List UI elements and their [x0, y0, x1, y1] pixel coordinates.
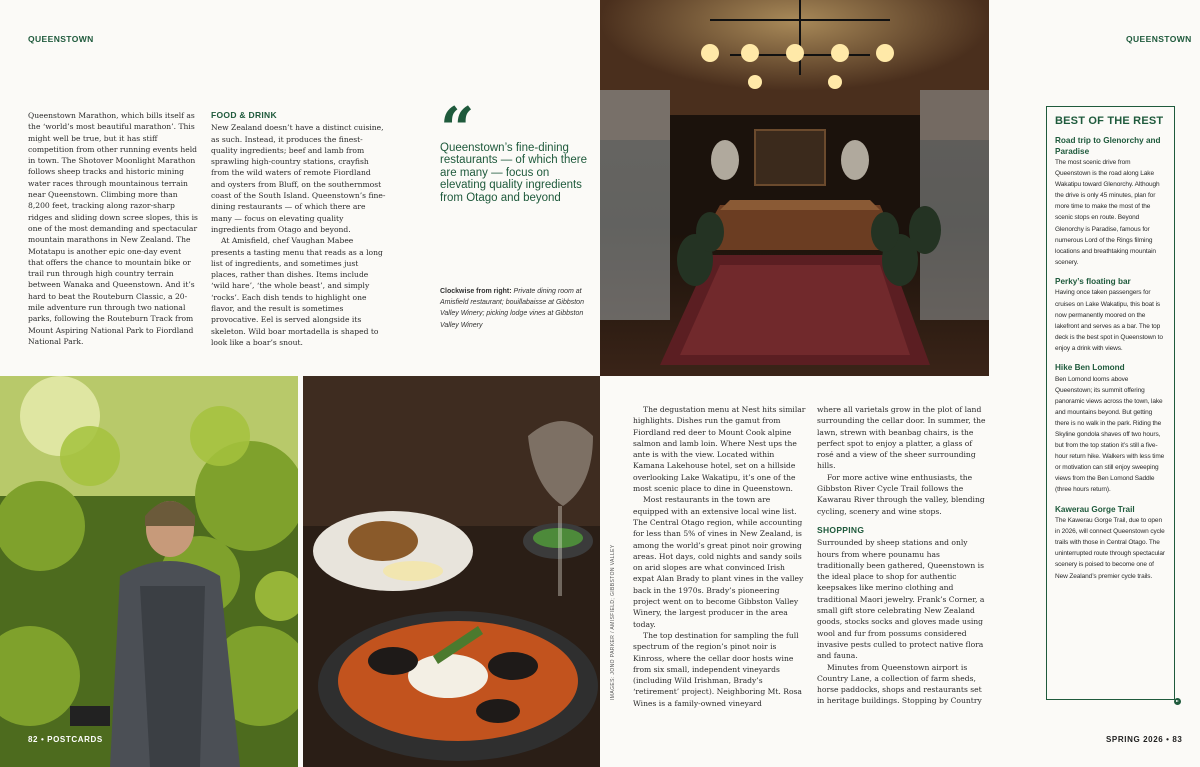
column-4-paragraph-3: Surrounded by sheep stations and only hours from where pounamu has traditionally been gathered, Queenstown is the ideal place to shop for authentic keepsakes like merino clothing and traditional Maori jewelry. Frank’s Corner, a small gift store celebrating New Zealand goods, stocks socks and gloves made using wool and fur from possums considered invasive pests culled to protect native flora and fauna.	[817, 538, 985, 661]
photo-caption	[440, 286, 588, 331]
column-3-paragraph-3: The top destination for sampling the full spectrum of the region’s pinot noir is Kinross, where the cellar door hosts wine from six small, independent vineyards (including Wild Irishman, Brady’s ‘retirement’ project). Neighboring Mt. Rosa Wines is a family-owned vineyard	[633, 630, 802, 708]
folio-left	[28, 735, 103, 744]
issue-label: SPRING 2026	[1106, 735, 1164, 744]
folio-separator: •	[1166, 735, 1170, 744]
sidebar-item	[1055, 277, 1166, 354]
page-number-left: 82	[28, 735, 39, 744]
sidebar-item-heading: Hike Ben Lomond	[1055, 363, 1125, 372]
sidebar-item	[1055, 505, 1166, 582]
photo-credit	[610, 544, 620, 700]
column-3-paragraph-1: The degustation menu at Nest hits similar highlights. Dishes run the gamut from Fiordland red deer to Mount Cook alpine salmon and lamb loin. Where Nest ups the ante is with the view. Located within Kamana Lakehouse hotel, set on a hillside overlooking Lake Wakatipu, it’s one of the most scenic place to dine in Queenstown.	[633, 405, 806, 494]
sidebar-item-text: The most scenic drive from Queenstown is the road along Lake Wakatipu toward Glenorchy. Although the drive is only 45 minutes, plan for more time to make the most of the scenic stops en route. Beyond Glenorchy is Paradise, famous for numerous Lord of the Rings filming locations and breathtaking mountain scenery.	[1055, 159, 1160, 266]
page-number-right: 83	[1172, 735, 1183, 744]
sidebar-item-text: Having once taken passengers for cruises on Lake Wakatipu, this boat is now permanently moored on the lakefront and serves as a bar. The top deck is the best spot in Queenstown to enjoy a drink with views.	[1055, 289, 1163, 352]
folio-separator: •	[40, 735, 45, 744]
section-tag-right: QUEENSTOWN	[1126, 34, 1192, 44]
vineyard-illustration	[0, 376, 298, 767]
sidebar-item-text: The Kawerau Gorge Trail, due to open in 2026, will connect Queenstown cycle trails with those in Central Otago. The uninterrupted route through spectacular scenery is poised to become one of New Zealand’s premier cycle trails.	[1055, 517, 1165, 580]
sidebar-title: BEST OF THE REST	[1055, 115, 1164, 127]
column-2	[211, 110, 386, 348]
best-of-the-rest-sidebar	[1046, 106, 1175, 700]
column-1-text: Queenstown Marathon, which bills itself as the ‘world’s most beautiful marathon’. This might well be true, but it has stiff competition from other running events held in town. The Shotover Moonlight Marathon follows sheep tracks and historic mining water races through mountainous terrain near Queenstown. Climbing more than 8,200 feet, tracking along razor-sharp ridges and sliding down scree slopes, this is one of the most demanding and spectacular mountain marathons in New Zealand. The Motatapu is another epic one-day event that offers the chance to mountain bike or trail run through high country terrain between Wanaka and Queenstown. And it’s hard to beat the Routeburn Classic, a 20-mile adventure run through two national parks, following the Routeburn Track from Mount Aspiring National Park to Fiordland National Park.	[28, 111, 198, 346]
sidebar-item-text: Ben Lomond looms above Queenstown; its summit offering panoramic views across the town, lake and mountains beyond. But getting there is no walk in the park. Riding the Skyline gondola shaves off two hours, but from the top station it’s still a five-hour return hike. Walkers with less time or motivation can still enjoy sweeping views from the Ben Lomond Saddle (three hours return).	[1055, 375, 1165, 494]
folio-right	[1106, 735, 1182, 744]
sidebar-item-heading: Kawerau Gorge Trail	[1055, 504, 1135, 514]
dining-room-photo	[600, 0, 989, 376]
dining-room-illustration	[600, 0, 989, 376]
bouillabaisse-photo	[303, 376, 600, 767]
photo-credit-text: IMAGES: JONO PARKER / AMISFIELD; GIBBSTON VALLEY	[610, 544, 616, 700]
sidebar-item-heading: Perky’s floating bar	[1055, 276, 1131, 286]
column-4	[817, 404, 989, 707]
section-tag-left: QUEENSTOWN	[28, 34, 94, 44]
column-4-paragraph-1: where all varietals grow in the plot of land surrounding the cellar door. In summer, the lawn, strewn with beanbag chairs, is the perfect spot to enjoy a platter, a glass of rosé and a view of the sheer surrounding hills.	[817, 405, 986, 471]
column-1	[28, 110, 198, 347]
shopping-heading: SHOPPING	[817, 524, 865, 535]
column-4-paragraph-4: Minutes from Queenstown airport is Country Lane, a collection of farm sheds, horse paddocks, shops and restaurants set in heritage buildings. Stopping by Country	[817, 662, 982, 706]
magazine-name: POSTCARDS	[47, 735, 103, 744]
caption-lead: Clockwise from right:	[440, 288, 512, 295]
vineyard-photo	[0, 376, 298, 767]
quote-mark-icon: “	[440, 95, 475, 165]
caption-text: Private dining room at Amisfield restaurant; bouillabaisse at Gibbston Valley Winery; picking lodge vines at Gibbston Valley Winery	[440, 288, 584, 329]
column-3	[633, 404, 808, 709]
food-drink-heading: FOOD & DRINK	[211, 110, 277, 120]
sidebar-item	[1055, 136, 1166, 268]
continue-arrow-icon	[1174, 698, 1181, 705]
column-3-paragraph-2: Most restaurants in the town are equipped with an extensive local wine list. The Central Otago region, while accounting for less than 5% of vines in New Zealand, is among the world’s great pinot noir growing areas. Hot days, cold nights and sandy soils on arid slopes are what convinced Irish expat Alan Brady to plant vines in the valley back in the 1970s. Brady’s pioneering project went on to become Gibbston Valley Winery, the largest producer in the area today.	[633, 495, 804, 629]
sidebar-item	[1055, 363, 1166, 496]
column-4-paragraph-2: For more active wine enthusiasts, the Gibbston River Cycle Trail follows the Kawarau River through the valley, blending cycling, scenery and wine stops.	[817, 472, 985, 516]
bouillabaisse-illustration	[303, 376, 600, 767]
pull-quote: Queenstown’s fine-dining restaurants — of which there are many — focus on elevating quality ingredients from Otago and beyond	[440, 142, 588, 204]
food-paragraph-2: At Amisfield, chef Vaughan Mabee presents a tasting menu that reads as a long list of ingredients, and sometimes just places, rather than dishes. Items include ‘wild hare’, ‘the whole beast’, and simply ‘rocks’. Each dish tends to highlight one flavor, and the result is sometimes provocative. Eel is served alongside its skeleton. Wild boar mortadella is shaped to look like a boar’s snout.	[211, 236, 383, 347]
sidebar-item-heading: Road trip to Glenorchy and Paradise	[1055, 136, 1161, 156]
food-paragraph-1: New Zealand doesn’t have a distinct cuisine, as such. Instead, it produces the finest-quality ingredients; beef and lamb from sprawling high-country stations, crayfish from the wild waters of remote Fiordland and oysters from Bluff, on the southernmost coast of the South Island. Queenstown’s fine-dining restaurants — of which there are many — focus on elevating quality ingredients from Otago and beyond.	[211, 123, 386, 234]
